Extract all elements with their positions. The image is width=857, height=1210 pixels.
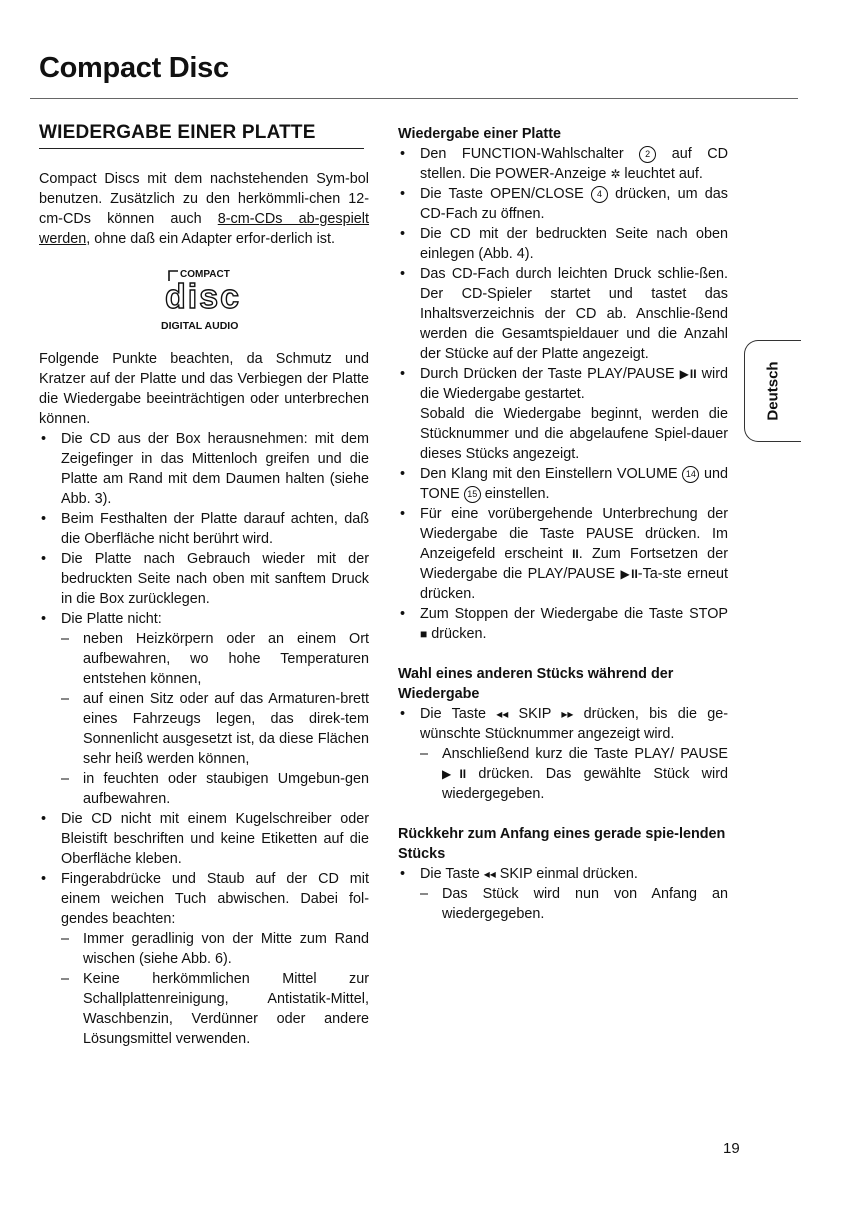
list-item: • Den Klang mit den Einstellern VOLUME 14 und TONE 15 einstellen. (398, 464, 728, 504)
list-item (39, 509, 369, 549)
logo-compact-text: COMPACT (180, 269, 230, 280)
list-item (39, 609, 369, 809)
sub-list-item: – in feuchten oder staubigen Umgebun-gen aufbewahren. (61, 769, 369, 809)
track-select-steps (398, 704, 728, 804)
sub-list (61, 929, 369, 1049)
list-item (39, 429, 369, 509)
skip-forward-icon: ▸▸ (561, 707, 574, 721)
compact-disc-logo (161, 263, 271, 337)
compact-disc-logo-icon (161, 263, 271, 337)
play-pause-icon: ▶II (620, 567, 638, 581)
list-item (39, 869, 369, 1049)
list-item-text: Fingerabdrücke und Staub auf der CD mit einem weichen Tuch abwischen. Dabei fol-gendes beachten: (61, 871, 369, 927)
callout-number: 2 (639, 146, 656, 163)
page-number: 19 (723, 1140, 740, 1157)
list-item (39, 549, 369, 609)
list-item-text: Beim Festhalten der Platte darauf achten, daß die Oberfläche nicht berührt wird. (61, 511, 369, 547)
list-item-text: Die CD aus der Box herausnehmen: mit dem Zeigefinger in das Mittenloch greifen und die Platte am Rand mit dem Daumen halten (siehe Abb. 3). (61, 431, 369, 507)
page-title: Compact Disc (39, 52, 229, 84)
stop-icon: ■ (420, 627, 428, 641)
sub-list-item: – Anschließend kurz die Taste PLAY/ PAUSE ▶II drücken. Das gewählte Stück wird wiedergegeben. (420, 744, 728, 804)
pause-icon: II (572, 547, 579, 561)
list-item: • Durch Drücken der Taste PLAY/PAUSE ▶II wird die Wiedergabe gestartet. Sobald die Wiedergabe beginnt, werden die Stücknummer und die abgelaufene Spiel-dauer dieses Stücks angezeigt. (398, 364, 728, 464)
callout-number: 4 (591, 186, 608, 203)
sub-list-item: – neben Heizkörpern oder an einem Ort aufbewahren, wo hohe Temperaturen entstehen können, (61, 629, 369, 689)
left-column (39, 120, 369, 1049)
list-item: • Das CD-Fach durch leichten Druck schlie-ßen. Der CD-Spieler startet und tastet das Inhaltsverzeichnis der CD ab. Anschlie-ßend werden die Gesamtspieldauer und die Anzahl der Stücke auf der Platte angezeigt. (398, 264, 728, 364)
intro-paragraph (39, 169, 369, 249)
section-heading-track-select: Wahl eines anderen Stücks während der Wiedergabe (398, 666, 674, 702)
skip-back-icon: ◂◂ (496, 707, 509, 721)
list-item-text: Die Platte nicht: (61, 611, 162, 627)
section-heading-restart-track: Rückkehr zum Anfang eines gerade spie-lenden Stücks (398, 826, 726, 862)
list-item-text: Die Platte nach Gebrauch wieder mit der bedruckten Seite nach oben mit sanftem Druck in die Box zurücklegen. (61, 551, 369, 607)
language-tab (744, 340, 801, 442)
power-indicator-icon: ✲ (610, 167, 621, 181)
header-divider (30, 98, 798, 99)
list-item-text: Die CD nicht mit einem Kugelschreiber oder Bleistift beschriften und keine Etiketten auf die Oberfläche kleben. (61, 811, 369, 867)
play-pause-icon: ▶II (679, 367, 697, 381)
care-note: Folgende Punkte beachten, da Schmutz und Kratzer auf der Platte und das Verbiegen der Platte die Wiedergabe beeinträchtigen oder unterbrechen können. (39, 351, 369, 427)
list-item: • Die Taste ◂◂ SKIP ▸▸ drücken, bis die ge-wünschte Stücknummer angezeigt wird. – Anschließend kurz die Taste PLAY/ PAUSE ▶II drücken. Das gewählte Stück wird wiedergegeben. (398, 704, 728, 804)
list-item: • Die Taste ◂◂ SKIP einmal drücken. – Das Stück wird nun von Anfang an wiedergegeben. (398, 864, 728, 924)
list-item: • Die CD mit der bedruckten Seite nach oben einlegen (Abb. 4). (398, 224, 728, 264)
sub-list-item: – Das Stück wird nun von Anfang an wiedergegeben. (420, 884, 728, 924)
sub-list (61, 629, 369, 809)
restart-steps (398, 864, 728, 924)
playback-steps (398, 144, 728, 644)
skip-back-icon: ◂◂ (483, 867, 496, 881)
logo-disc-text: disc (165, 278, 242, 316)
sub-list (420, 884, 728, 924)
section-title: WIEDERGABE EINER PLATTE (39, 120, 364, 149)
right-column (398, 124, 728, 924)
section-heading-playback: Wiedergabe einer Platte (398, 126, 562, 142)
intro-text: Compact Discs mit dem nachstehenden Sym-bol benutzen. Zusätzlich zu den herkömmli-chen 12-cm-CDs können auch (39, 171, 369, 227)
list-item (39, 809, 369, 869)
care-list (39, 429, 369, 1049)
intro-underlined-text: 8-cm-CDs ab-gespielt werden (39, 211, 370, 247)
sub-list-item: – Immer geradlinig von der Mitte zum Rand wischen (siehe Abb. 6). (61, 929, 369, 969)
sub-list-item: – Keine herkömmlichen Mittel zur Schallplattenreinigung, Antistatik-Mittel, Waschbenzin, Verdünner oder andere Lösungsmittel verwenden. (61, 969, 369, 1049)
list-item: • Für eine vorübergehende Unterbrechung der Wiedergabe die Taste PAUSE drücken. Im Anzeigefeld erscheint II. Zum Fortsetzen der Wiedergabe die PLAY/PAUSE ▶II-Ta-ste erneut drücken. (398, 504, 728, 604)
logo-digital-audio-text: DIGITAL AUDIO (161, 320, 239, 332)
list-item: • Die Taste OPEN/CLOSE 4 drücken, um das CD-Fach zu öffnen. (398, 184, 728, 224)
list-item: • Den FUNCTION-Wahlschalter 2 auf CD stellen. Die POWER-Anzeige ✲ leuchtet auf. (398, 144, 728, 184)
list-item: • Zum Stoppen der Wiedergabe die Taste STOP ■ drücken. (398, 604, 728, 644)
play-pause-icon: ▶II (442, 767, 467, 781)
intro-text-end: , ohne daß ein Adapter erfor-derlich ist. (86, 231, 335, 247)
callout-number: 14 (682, 466, 699, 483)
sub-list (420, 744, 728, 804)
language-tab-label: Deutsch (764, 361, 782, 421)
sub-list-item: – auf einen Sitz oder auf das Armaturen-brett eines Fahrzeugs legen, das direk-tem Sonnenlicht ausgesetzt ist, da diese Flächen sehr heiß werden können, (61, 689, 369, 769)
callout-number: 15 (464, 486, 481, 503)
